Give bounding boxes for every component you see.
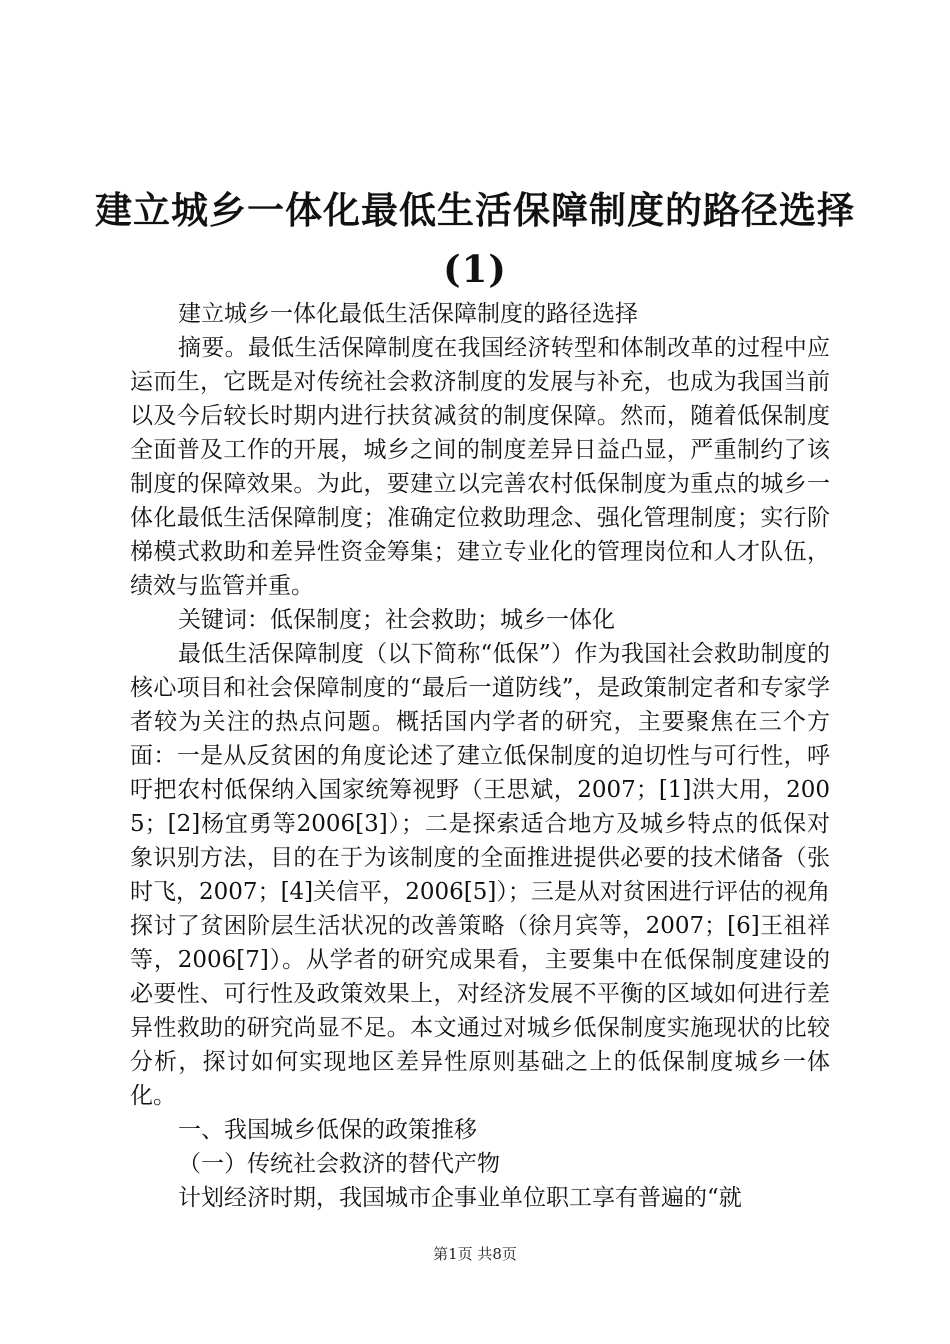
- document-body: [130, 297, 830, 1215]
- page-number: 第1页 共8页: [433, 1245, 517, 1263]
- paragraph-body: 计划经济时期，我国城市企事业单位职工享有普遍的“就: [178, 1185, 742, 1211]
- paragraph-abstract: 摘要。最低生活保障制度在我国经济转型和体制改革的过程中应运而生，它既是对传统社会救济制度的发展与补充，也成为我国当前以及今后较长时期内进行扶贫减贫的制度保障。然而，随着低保制度全面普及工作的开展，城乡之间的制度差异日益凸显，严重制约了该制度的保障效果。为此，要建立以完善农村低保制度为重点的城乡一体化最低生活保障制度；准确定位救助理念、强化管理制度；实行阶梯模式救助和差异性资金筹集；建立专业化的管理岗位和人才队伍，绩效与监管并重。: [130, 335, 830, 599]
- document-title: 建立城乡一体化最低生活保障制度的路径选择: [95, 188, 855, 232]
- paragraph-introduction: 最低生活保障制度（以下简称“低保”）作为我国社会救助制度的核心项目和社会保障制度的“最后一道防线”，是政策制定者和专家学者较为关注的热点问题。概括国内学者的研究，主要聚焦在三个方面：一是从反贫困的角度论述了建立低保制度的迫切性与可行性，呼吁把农村低保纳入国家统筹视野（王思斌，2007；[1]洪大用，2005；[2]杨宜勇等2006[3]）；二是探索适合地方及城乡特点的低保对象识别方法，目的在于为该制度的全面推进提供必要的技术储备（张时飞，2007；[4]关信平，2006[5]）；三是从对贫困进行评估的视角探讨了贫困阶层生活状况的改善策略（徐月宾等，2007；[6]王祖祥等，2006[7]）。从学者的研究成果看，主要集中在低保制度建设的必要性、可行性及政策效果上，对经济发展不平衡的区域如何进行差异性救助的研究尚显不足。本文通过对城乡低保制度实施现状的比较分析，探讨如何实现地区差异性原则基础之上的低保制度城乡一体化。: [130, 641, 830, 1109]
- paragraph-keywords: 关键词：低保制度；社会救助；城乡一体化: [178, 607, 615, 633]
- paragraph-subtitle: 建立城乡一体化最低生活保障制度的路径选择: [178, 301, 638, 327]
- section-heading: 一、我国城乡低保的政策推移: [178, 1117, 477, 1143]
- document-title-suffix: (1): [443, 247, 507, 291]
- subsection-heading: （一）传统社会救济的替代产物: [178, 1151, 500, 1177]
